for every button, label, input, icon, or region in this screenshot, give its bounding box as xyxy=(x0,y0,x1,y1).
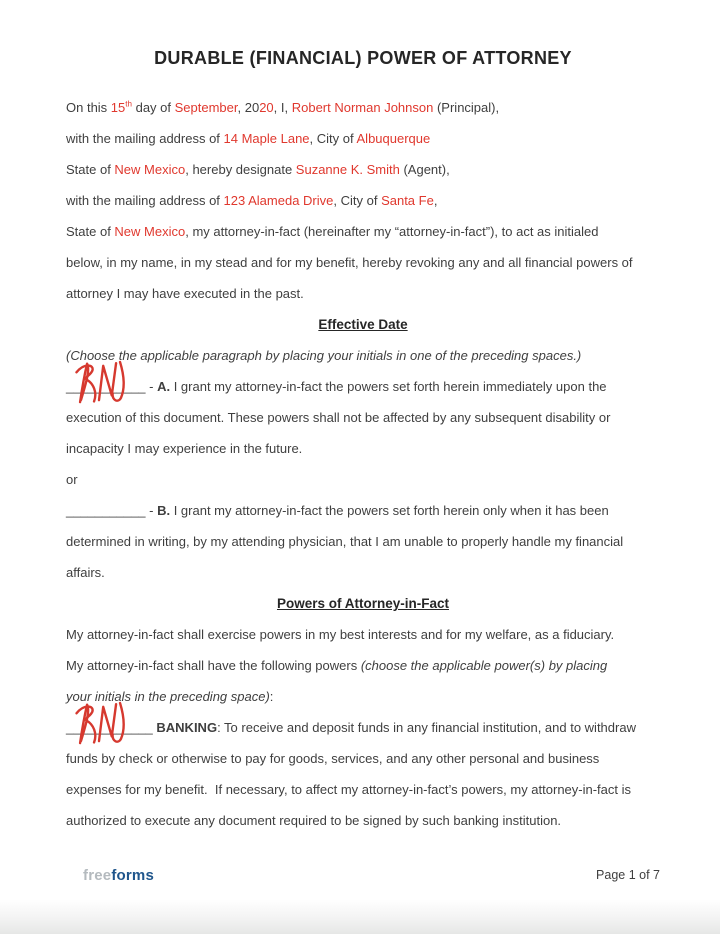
banking-line-4: authorized to execute any document required to be signed by such banking institution. xyxy=(66,813,562,828)
option-b-line-3: affairs. xyxy=(66,565,105,580)
intro-line-6: below, in my name, in my stead and for my benefit, hereby revoking any and all financial powers of xyxy=(66,255,633,270)
intro-line-5: State of New Mexico, my attorney-in-fact (hereinafter my “attorney-in-fact”), to act as initialed xyxy=(66,224,599,239)
freeforms-logo xyxy=(83,867,154,884)
logo-free-text: free xyxy=(83,866,112,884)
option-a-line-3: incapacity I may experience in the future. xyxy=(66,441,303,456)
option-b-line-1: ___________ - B. I grant my attorney-in-fact the powers set forth herein only when it has been xyxy=(66,503,609,518)
page-indicator: Page 1 of 7 xyxy=(596,868,660,882)
powers-heading: Powers of Attorney-in-Fact xyxy=(276,596,449,611)
effective-date-heading: Effective Date xyxy=(318,317,408,332)
intro-line-3: State of New Mexico, hereby designate Suzanne K. Smith (Agent), xyxy=(66,162,450,177)
initials-field-banking xyxy=(66,712,153,743)
banking-line-2: funds by check or otherwise to pay for goods, services, and any other personal and business xyxy=(66,751,600,766)
option-b-line-2: determined in writing, by my attending physician, that I am unable to properly handle my financial xyxy=(66,534,624,549)
banking-line-3: expenses for my benefit. If necessary, to affect my attorney-in-fact’s powers, my attorney-in-fact is xyxy=(66,782,632,797)
initials-blank-option-a: ___________ xyxy=(66,379,146,394)
logo-forms-text: forms xyxy=(111,866,155,884)
intro-line-1: On this 15th day of September, 2020, I, Robert Norman Johnson (Principal), xyxy=(66,99,500,115)
banking-text: BANKING: To receive and deposit funds in any financial institution, and to withdraw xyxy=(156,720,636,735)
option-a-text: - A. I grant my attorney-in-fact the powers set forth herein immediately upon the xyxy=(145,379,607,394)
intro-line-4: with the mailing address of 123 Alameda Drive, City of Santa Fe, xyxy=(66,193,438,208)
banking-initials-line xyxy=(66,712,660,743)
powers-line-1: My attorney-in-fact shall exercise powers in my best interests and for my welfare, as a fiduciary. xyxy=(66,627,615,642)
powers-line-3: your initials in the preceding space): xyxy=(66,689,274,704)
document-title: DURABLE (FINANCIAL) POWER OF ATTORNEY xyxy=(154,48,572,68)
option-separator: or xyxy=(66,472,78,487)
option-a-initials-line xyxy=(66,371,660,402)
intro-line-7: attorney I may have executed in the past. xyxy=(66,286,304,301)
powers-line-2: My attorney-in-fact shall have the following powers (choose the applicable power(s) by placing xyxy=(66,658,608,673)
page-footer xyxy=(0,862,720,888)
initials-blank-banking: ____________ xyxy=(66,720,153,735)
initials-field-option-a xyxy=(66,371,146,402)
effective-date-instruction: (Choose the applicable paragraph by placing your initials in one of the preceding spaces.) xyxy=(66,348,582,363)
intro-line-2: with the mailing address of 14 Maple Lane, City of Albuquerque xyxy=(66,131,431,146)
option-a-line-2: execution of this document. These powers shall not be affected by any subsequent disability or xyxy=(66,410,611,425)
